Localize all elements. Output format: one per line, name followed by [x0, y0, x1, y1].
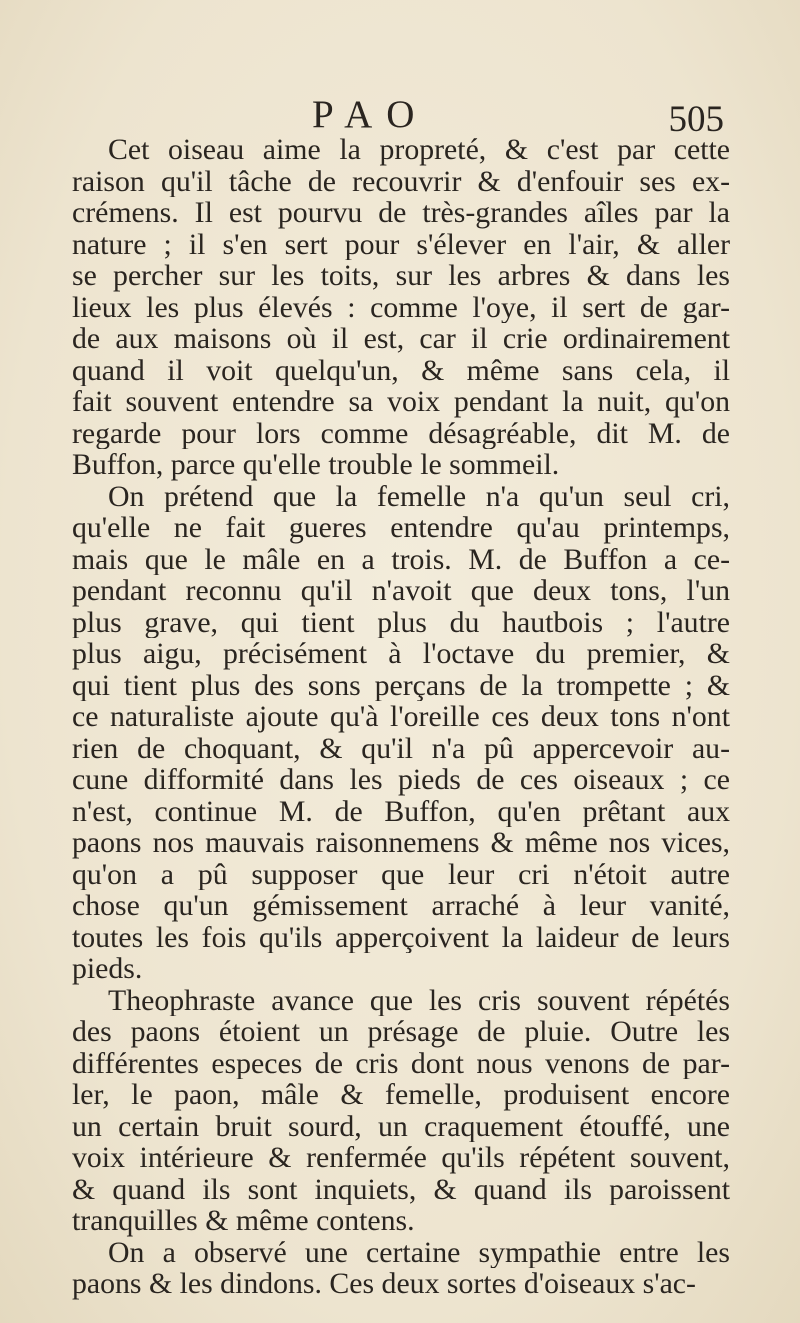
text-line: se percher sur les toits, sur les arbres & dans les [72, 260, 730, 292]
text-line: tranquilles & même contens. [72, 1205, 415, 1237]
body-text [72, 134, 730, 1300]
text-line: cune difformité dans les pieds de ces oiseaux ; ce [72, 764, 730, 796]
text-line: crémens. Il est pourvu de très-grandes aîles par la [72, 197, 730, 229]
text-line: Cet oiseau aime la propreté, & c'est par cette [108, 134, 730, 166]
text-line: chose qu'un gémissement arraché à leur vanité, [72, 890, 730, 922]
text-line: regarde pour lors comme désagréable, dit M. de [72, 417, 730, 449]
text-line: Buffon, parce qu'elle trouble le sommeil. [72, 449, 560, 481]
text-line: qui tient plus des sons perçans de la trompette ; & [72, 669, 730, 701]
text-line: n'est, continue M. de Buffon, qu'en prêtant aux [72, 795, 730, 827]
paragraph [72, 1237, 730, 1300]
text-line: toutes les fois qu'ils apperçoivent la laideur de leurs [72, 921, 730, 953]
text-line: qu'on a pû supposer que leur cri n'étoit autre [72, 858, 730, 890]
text-line: ler, le paon, mâle & femelle, produisent encore [72, 1079, 730, 1111]
text-line: fait souvent entendre sa voix pendant la nuit, qu'on [72, 386, 730, 418]
text-line: qu'elle ne fait gueres entendre qu'au printemps, [72, 512, 730, 544]
text-line: paons nos mauvais raisonnemens & même nos vices, [72, 827, 730, 859]
text-line: pieds. [72, 953, 143, 985]
text-line: pendant reconnu qu'il n'avoit que deux tons, l'un [72, 575, 730, 607]
text-line: plus grave, qui tient plus du hautbois ; l'autre [72, 606, 730, 638]
running-head: PAO [312, 93, 429, 136]
paragraph [72, 134, 730, 481]
text-line: On a observé une certaine sympathie entre les [108, 1236, 730, 1268]
text-line: ce naturaliste ajoute qu'à l'oreille ces deux tons n'ont [72, 701, 730, 733]
paragraph [72, 481, 730, 985]
text-line: lieux les plus élevés : comme l'oye, il sert de gar- [72, 291, 730, 323]
text-line: quand il voit quelqu'un, & même sans cela, il [72, 354, 730, 386]
text-line: voix intérieure & renfermée qu'ils répétent souvent, [72, 1142, 730, 1174]
text-line: mais que le mâle en a trois. M. de Buffon a ce- [72, 543, 730, 575]
text-line: paons & les dindons. Ces deux sortes d'oiseaux s'ac- [72, 1268, 696, 1300]
text-line: nature ; il s'en sert pour s'élever en l'air, & aller [72, 228, 730, 260]
text-line: un certain bruit sourd, un craquement étouffé, une [72, 1110, 730, 1142]
text-line: plus aigu, précisément à l'octave du premier, & [72, 638, 730, 670]
text-line: de aux maisons où il est, car il crie ordinairement [72, 323, 730, 355]
text-line: Theophraste avance que les cris souvent répétés [108, 984, 730, 1016]
paragraph [72, 985, 730, 1237]
text-line: différentes especes de cris dont nous venons de par- [72, 1047, 730, 1079]
text-line: On prétend que la femelle n'a qu'un seul cri, [108, 480, 730, 512]
text-line: des paons étoient un présage de pluie. Outre les [72, 1016, 730, 1048]
page-number: 505 [668, 99, 724, 140]
text-line: rien de choquant, & qu'il n'a pû appercevoir au- [72, 732, 730, 764]
text-line: raison qu'il tâche de recouvrir & d'enfouir ses ex- [72, 165, 730, 197]
text-line: & quand ils sont inquiets, & quand ils paroissent [72, 1173, 730, 1205]
